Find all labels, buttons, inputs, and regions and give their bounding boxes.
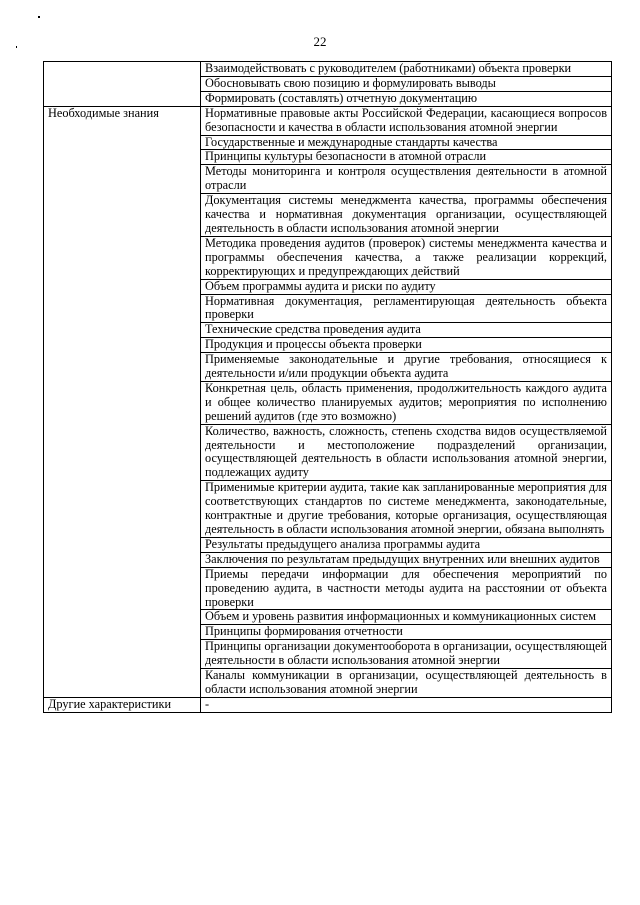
scan-speck bbox=[16, 46, 17, 48]
knowledge-item: Нормативные правовые акты Российской Федерации, касающиеся вопросов безопасности и качества в области использования атомной энергии bbox=[201, 106, 612, 135]
table-row bbox=[44, 697, 612, 712]
knowledge-item: Конкретная цель, область применения, продолжительность каждого аудита и общее количество планируемых аудитов; мероприятия по исполнению решений аудитов (где это возможно) bbox=[201, 381, 612, 424]
knowledge-item: Результаты предыдущего анализа программы аудита bbox=[201, 537, 612, 552]
knowledge-item: Принципы организации документооборота в организации, осуществляющей деятельности в области использования атомной энергии bbox=[201, 640, 612, 669]
knowledge-item: Документация системы менеджмента качества, программы обеспечения качества и нормативная документация организации, осуществляющей деятельность в области использования атомной энергии bbox=[201, 194, 612, 237]
knowledge-item: Технические средства проведения аудита bbox=[201, 323, 612, 338]
skill-item: Обосновывать свою позицию и формулировать выводы bbox=[201, 76, 612, 91]
scan-speck bbox=[38, 16, 40, 18]
requirements-table bbox=[43, 61, 612, 713]
page-number: 22 bbox=[313, 34, 327, 49]
skill-item: Формировать (составлять) отчетную документацию bbox=[201, 91, 612, 106]
knowledge-item: Методы мониторинга и контроля осуществления деятельности в атомной отрасли bbox=[201, 165, 612, 194]
knowledge-item: Объем программы аудита и риски по аудиту bbox=[201, 279, 612, 294]
knowledge-item: Принципы формирования отчетности bbox=[201, 625, 612, 640]
knowledge-item: Заключения по результатам предыдущих внутренних или внешних аудитов bbox=[201, 552, 612, 567]
knowledge-item: Применяемые законодательные и другие требования, относящиеся к деятельности и/или продукции объекта аудита bbox=[201, 353, 612, 382]
knowledge-item: Каналы коммуникации в организации, осуществляющей деятельность в области использования атомной энергии bbox=[201, 669, 612, 698]
other-label: Другие характеристики bbox=[44, 697, 201, 712]
knowledge-label: Необходимые знания bbox=[44, 106, 201, 697]
knowledge-item: Принципы культуры безопасности в атомной отрасли bbox=[201, 150, 612, 165]
knowledge-item: Объем и уровень развития информационных и коммуникационных систем bbox=[201, 610, 612, 625]
knowledge-item: Приемы передачи информации для обеспечения мероприятий по проведению аудита, в частности методы аудита на расстоянии от объекта проверки bbox=[201, 567, 612, 610]
knowledge-item: Государственные и международные стандарты качества bbox=[201, 135, 612, 150]
table-row bbox=[44, 106, 612, 135]
knowledge-item: Методика проведения аудитов (проверок) системы менеджмента качества и программы обеспечения качества, а также реализации коррекций, корректирующих и предупреждающих действий bbox=[201, 236, 612, 279]
knowledge-item: Применимые критерии аудита, такие как запланированные мероприятия для соответствующих стандартов по системе менеджмента, законодательные, контрактные и другие требования, которые организация, осуществляющая деятельность в области использования атомной энергии, обязана выполнять bbox=[201, 481, 612, 538]
empty-label-cell bbox=[44, 62, 201, 107]
table-row bbox=[44, 62, 612, 77]
skill-item: Взаимодействовать с руководителем (работниками) объекта проверки bbox=[201, 62, 612, 77]
knowledge-item: Нормативная документация, регламентирующая деятельность объекта проверки bbox=[201, 294, 612, 323]
knowledge-item: Количество, важность, сложность, степень сходства видов осуществляемой деятельности и местоположение подразделений организации, осуществляющей деятельность в области использования атомной энергии, подлежащих аудиту bbox=[201, 424, 612, 481]
other-value: - bbox=[201, 697, 612, 712]
knowledge-item: Продукция и процессы объекта проверки bbox=[201, 338, 612, 353]
